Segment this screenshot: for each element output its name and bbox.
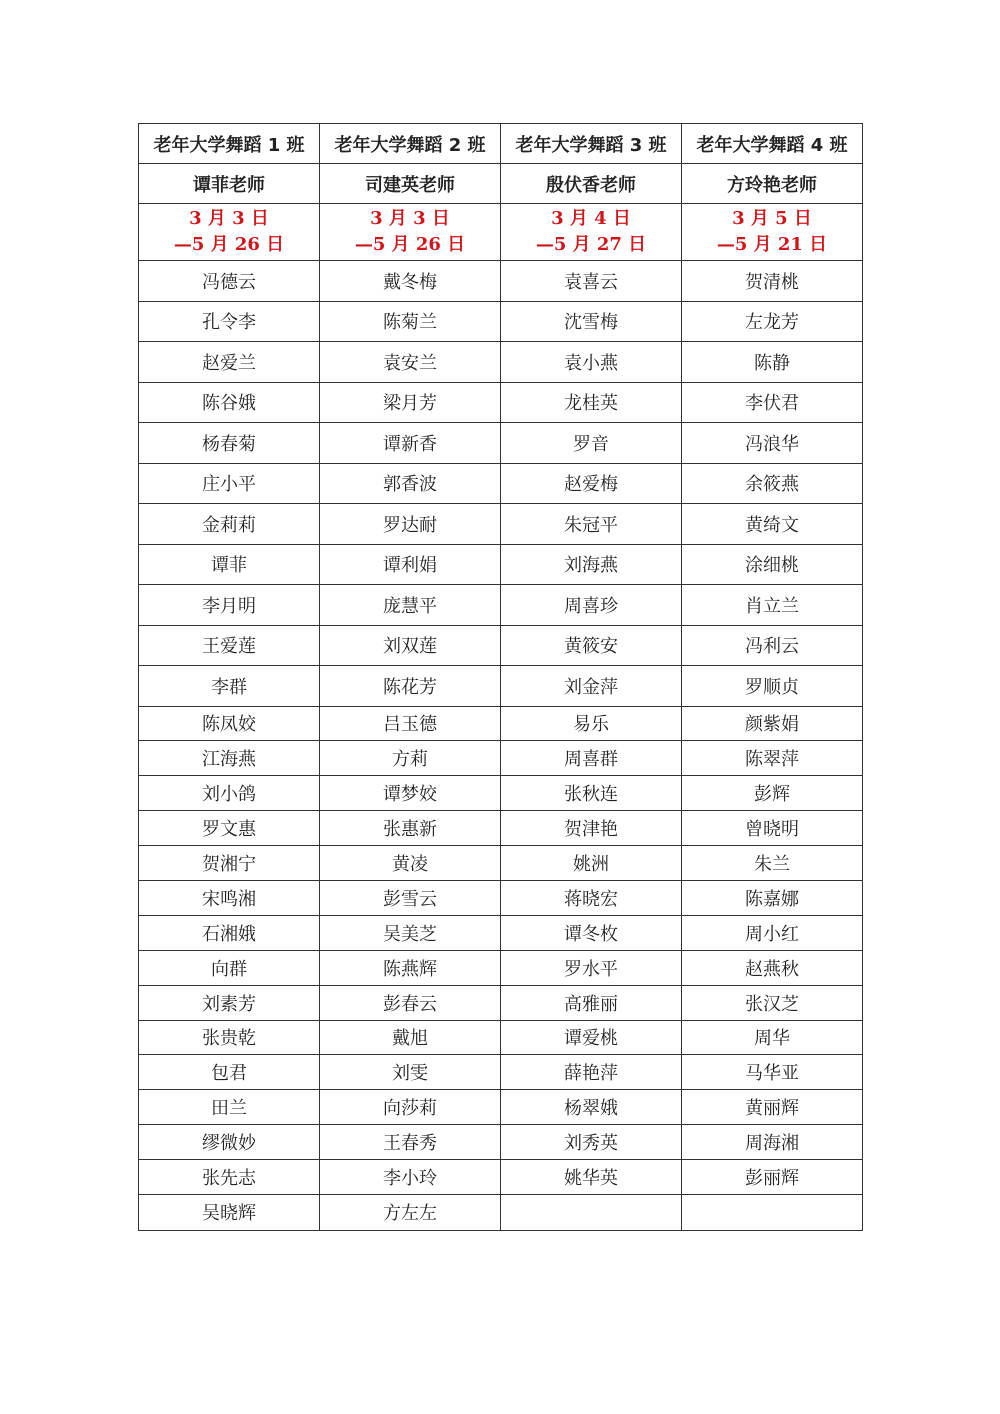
header-row-class-titles [139, 124, 863, 164]
student-name-cell: 谭爱桃 [501, 1020, 682, 1055]
table-row [139, 985, 863, 1020]
student-name-cell: 吴晓辉 [139, 1194, 320, 1230]
student-name-cell: 李群 [139, 666, 320, 707]
student-name-cell: 张惠新 [320, 811, 501, 846]
student-name-cell: 蒋晓宏 [501, 880, 682, 915]
student-name-cell: 谭冬枚 [501, 915, 682, 950]
student-name-cell: 刘秀英 [501, 1125, 682, 1160]
table-row [139, 1125, 863, 1160]
student-name-cell: 贺湘宁 [139, 846, 320, 881]
student-name-cell: 杨春菊 [139, 423, 320, 464]
date-start: 3 月 3 日 [189, 208, 269, 229]
student-name-cell: 黄筱安 [501, 625, 682, 666]
table-row [139, 261, 863, 302]
student-name-cell: 罗文惠 [139, 811, 320, 846]
student-name-cell: 方左左 [320, 1194, 501, 1230]
student-name-cell: 陈凤姣 [139, 706, 320, 741]
student-name-cell: 曾晓明 [682, 811, 863, 846]
teacher-name: 司建英老师 [320, 164, 501, 204]
student-name-cell: 易乐 [501, 706, 682, 741]
table-row [139, 741, 863, 776]
student-name-cell: 戴冬梅 [320, 261, 501, 302]
student-name-cell: 涂细桃 [682, 544, 863, 585]
student-name-cell: 黄绮文 [682, 504, 863, 545]
student-name-cell: 冯德云 [139, 261, 320, 302]
table-row [139, 585, 863, 626]
teacher-name: 方玲艳老师 [682, 164, 863, 204]
student-name-cell: 罗音 [501, 423, 682, 464]
student-name-cell: 朱冠平 [501, 504, 682, 545]
student-name-cell: 谭菲 [139, 544, 320, 585]
student-name-cell [682, 1194, 863, 1230]
student-name-cell: 姚华英 [501, 1160, 682, 1195]
table-row [139, 950, 863, 985]
student-name-cell: 罗顺贞 [682, 666, 863, 707]
student-name-cell: 颜紫娟 [682, 706, 863, 741]
student-name-cell: 彭辉 [682, 776, 863, 811]
table-row [139, 1194, 863, 1230]
class-title: 老年大学舞蹈 2 班 [320, 124, 501, 164]
student-name-cell: 周华 [682, 1020, 863, 1055]
student-name-cell: 方莉 [320, 741, 501, 776]
table-row [139, 342, 863, 383]
date-start: 3 月 5 日 [732, 208, 812, 229]
student-name-cell: 袁喜云 [501, 261, 682, 302]
student-name-cell: 缪微妙 [139, 1125, 320, 1160]
student-name-cell: 赵爱兰 [139, 342, 320, 383]
student-name-cell: 王春秀 [320, 1125, 501, 1160]
student-name-cell: 冯浪华 [682, 423, 863, 464]
date-start: 3 月 3 日 [370, 208, 450, 229]
student-name-cell: 周喜群 [501, 741, 682, 776]
date-range [320, 204, 501, 261]
student-name-cell: 王爱莲 [139, 625, 320, 666]
table-row [139, 463, 863, 504]
student-name-cell: 赵燕秋 [682, 950, 863, 985]
student-name-cell: 周海湘 [682, 1125, 863, 1160]
student-name-cell: 戴旭 [320, 1020, 501, 1055]
student-name-cell: 陈谷娥 [139, 382, 320, 423]
student-name-cell: 谭利娟 [320, 544, 501, 585]
student-name-cell: 高雅丽 [501, 985, 682, 1020]
student-name-cell: 陈花芳 [320, 666, 501, 707]
table-row [139, 811, 863, 846]
student-name-cell: 刘海燕 [501, 544, 682, 585]
student-name-cell: 周喜珍 [501, 585, 682, 626]
student-name-cell: 彭雪云 [320, 880, 501, 915]
student-name-cell: 郭香波 [320, 463, 501, 504]
student-name-cell: 周小红 [682, 915, 863, 950]
student-name-cell: 梁月芳 [320, 382, 501, 423]
table-row [139, 1055, 863, 1090]
table-row [139, 504, 863, 545]
student-name-cell: 马华亚 [682, 1055, 863, 1090]
teacher-name: 殷伏香老师 [501, 164, 682, 204]
class-title: 老年大学舞蹈 4 班 [682, 124, 863, 164]
student-name-cell: 彭春云 [320, 985, 501, 1020]
date-end: —5 月 26 日 [173, 234, 285, 255]
table-row [139, 915, 863, 950]
student-name-cell: 张汉芝 [682, 985, 863, 1020]
student-name-cell: 宋鸣湘 [139, 880, 320, 915]
table-row [139, 1160, 863, 1195]
student-name-cell: 朱兰 [682, 846, 863, 881]
date-end: —5 月 27 日 [535, 234, 647, 255]
student-name-cell: 罗水平 [501, 950, 682, 985]
student-name-cell: 庞慧平 [320, 585, 501, 626]
student-name-cell: 薛艳萍 [501, 1055, 682, 1090]
student-name-cell: 贺清桃 [682, 261, 863, 302]
table-row [139, 1090, 863, 1125]
student-name-cell: 黄丽辉 [682, 1090, 863, 1125]
student-name-cell: 刘素芳 [139, 985, 320, 1020]
student-name-cell: 陈燕辉 [320, 950, 501, 985]
student-name-cell: 吴美芝 [320, 915, 501, 950]
student-name-cell: 陈菊兰 [320, 301, 501, 342]
table-row [139, 423, 863, 464]
student-name-cell: 陈嘉娜 [682, 880, 863, 915]
student-name-cell: 张贵乾 [139, 1020, 320, 1055]
student-name-cell: 姚洲 [501, 846, 682, 881]
student-name-cell: 刘双莲 [320, 625, 501, 666]
student-name-cell: 田兰 [139, 1090, 320, 1125]
date-end: —5 月 26 日 [354, 234, 466, 255]
date-range [501, 204, 682, 261]
student-name-cell: 谭梦姣 [320, 776, 501, 811]
student-name-cell: 杨翠娥 [501, 1090, 682, 1125]
student-name-cell: 李小玲 [320, 1160, 501, 1195]
student-name-cell: 向群 [139, 950, 320, 985]
student-name-cell: 金莉莉 [139, 504, 320, 545]
student-name-cell: 余筱燕 [682, 463, 863, 504]
class-title: 老年大学舞蹈 1 班 [139, 124, 320, 164]
table-row [139, 776, 863, 811]
student-name-cell: 刘金萍 [501, 666, 682, 707]
student-name-cell: 庄小平 [139, 463, 320, 504]
student-name-cell: 陈翠萍 [682, 741, 863, 776]
header-row-teachers [139, 164, 863, 204]
student-name-cell: 冯利云 [682, 625, 863, 666]
table-row [139, 301, 863, 342]
student-name-cell: 刘小鸽 [139, 776, 320, 811]
class-title: 老年大学舞蹈 3 班 [501, 124, 682, 164]
table-row [139, 382, 863, 423]
class-roster-table [138, 123, 863, 1231]
student-name-cell: 石湘娥 [139, 915, 320, 950]
date-start: 3 月 4 日 [551, 208, 631, 229]
student-name-cell: 陈静 [682, 342, 863, 383]
student-name-cell: 肖立兰 [682, 585, 863, 626]
table-row [139, 544, 863, 585]
student-name-cell: 吕玉德 [320, 706, 501, 741]
student-name-cell: 李伏君 [682, 382, 863, 423]
student-name-cell: 罗达耐 [320, 504, 501, 545]
table-row [139, 625, 863, 666]
student-name-cell: 赵爱梅 [501, 463, 682, 504]
student-name-cell: 向莎莉 [320, 1090, 501, 1125]
student-name-cell: 彭丽辉 [682, 1160, 863, 1195]
table-row [139, 1020, 863, 1055]
student-name-cell: 贺津艳 [501, 811, 682, 846]
date-range [139, 204, 320, 261]
student-name-cell: 龙桂英 [501, 382, 682, 423]
student-name-cell: 袁小燕 [501, 342, 682, 383]
student-name-cell [501, 1194, 682, 1230]
date-range [682, 204, 863, 261]
student-name-cell: 张先志 [139, 1160, 320, 1195]
teacher-name: 谭菲老师 [139, 164, 320, 204]
header-row-dates [139, 204, 863, 261]
student-name-cell: 李月明 [139, 585, 320, 626]
table-row [139, 880, 863, 915]
student-name-cell: 谭新香 [320, 423, 501, 464]
student-name-cell: 江海燕 [139, 741, 320, 776]
student-name-cell: 包君 [139, 1055, 320, 1090]
student-name-cell: 袁安兰 [320, 342, 501, 383]
date-end: —5 月 21 日 [716, 234, 828, 255]
table-row [139, 666, 863, 707]
student-name-cell: 左龙芳 [682, 301, 863, 342]
student-name-cell: 沈雪梅 [501, 301, 682, 342]
student-name-cell: 孔令李 [139, 301, 320, 342]
table-row [139, 706, 863, 741]
student-name-cell: 黄凌 [320, 846, 501, 881]
student-name-cell: 张秋连 [501, 776, 682, 811]
student-name-cell: 刘雯 [320, 1055, 501, 1090]
table-row [139, 846, 863, 881]
